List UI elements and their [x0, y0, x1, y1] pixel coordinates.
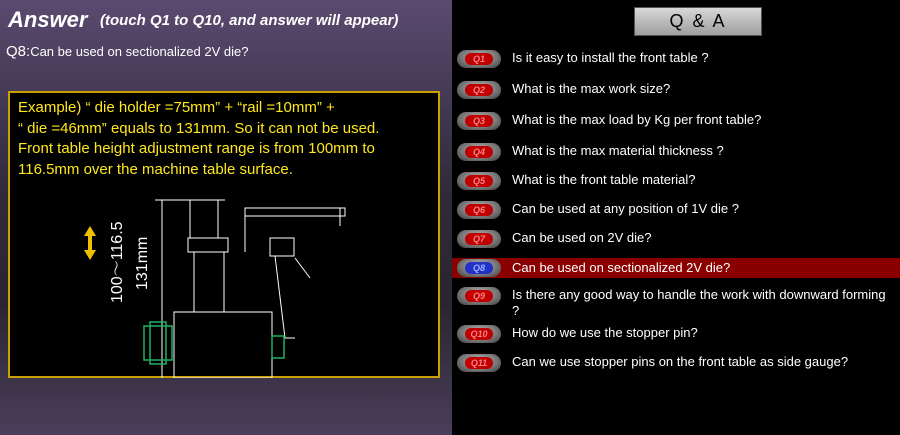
question-text: What is the max load by Kg per front table? — [512, 112, 762, 127]
question-badge-icon[interactable] — [457, 81, 501, 99]
question-text: What is the front table material? — [512, 172, 696, 187]
question-text: Can be used on 2V die? — [512, 230, 652, 245]
question-badge-label: Q1 — [465, 53, 493, 65]
qa-header-button[interactable]: Q & A — [634, 7, 762, 36]
question-item-q10[interactable] — [457, 325, 892, 343]
current-question-text: Can be used on sectionalized 2V die? — [30, 44, 249, 59]
question-badge-label: Q6 — [465, 204, 493, 216]
answer-subtitle: (touch Q1 to Q10, and answer will appear) — [100, 12, 399, 29]
question-badge-label: Q3 — [465, 115, 493, 127]
question-badge-icon[interactable] — [457, 201, 501, 219]
question-badge-label: Q10 — [465, 328, 493, 340]
answer-title: Answer — [8, 7, 88, 32]
question-badge-icon[interactable] — [457, 112, 501, 130]
question-badge-icon[interactable] — [457, 259, 501, 277]
question-item-q1[interactable] — [457, 50, 892, 68]
up-down-arrow-icon — [84, 226, 96, 260]
question-badge-label: Q9 — [465, 290, 493, 302]
current-question-number: Q8: — [6, 43, 31, 60]
question-item-q11[interactable] — [457, 354, 892, 372]
answer-text: Example) “ die holder =75mm” + “rail =10mm” + “ die =46mm” equals to 131mm. So it can not be used. Front table height adjustment range is from 100mm to 116.5mm over the machine table surface. — [18, 99, 380, 178]
question-item-q4[interactable] — [457, 143, 892, 161]
question-badge-icon[interactable] — [457, 172, 501, 190]
range-label: 100～116.5 — [109, 221, 126, 303]
question-badge-label: Q8 — [465, 262, 493, 274]
question-badge-label: Q5 — [465, 175, 493, 187]
question-text: Is it easy to install the front table ? — [512, 50, 709, 65]
question-badge-label: Q7 — [465, 233, 493, 245]
current-question — [6, 43, 248, 60]
question-badge-icon[interactable] — [457, 143, 501, 161]
question-badge-label: Q11 — [465, 357, 493, 369]
question-text: Can be used on sectionalized 2V die? — [512, 260, 731, 275]
question-text: What is the max material thickness ? — [512, 143, 724, 158]
question-item-q7[interactable] — [457, 230, 892, 248]
qa-panel — [452, 0, 900, 435]
height-label: 131mm — [134, 236, 151, 290]
question-badge-icon[interactable] — [457, 325, 501, 343]
question-item-q3[interactable] — [457, 112, 892, 130]
question-badge-icon[interactable] — [457, 287, 501, 305]
question-text: Can be used at any position of 1V die ? — [512, 201, 739, 216]
front-table-diagram — [70, 198, 370, 378]
question-badge-label: Q4 — [465, 146, 493, 158]
answer-box — [8, 91, 440, 378]
question-item-q2[interactable] — [457, 81, 892, 99]
question-text: Is there any good way to handle the work with downward forming ? — [512, 287, 886, 318]
question-badge-icon[interactable] — [457, 50, 501, 68]
question-badge-icon[interactable] — [457, 230, 501, 248]
question-text: What is the max work size? — [512, 81, 671, 96]
question-item-q5[interactable] — [457, 172, 892, 190]
question-item-q9[interactable] — [457, 287, 892, 319]
question-item-q6[interactable] — [457, 201, 892, 219]
question-item-q8[interactable] — [452, 258, 900, 278]
question-badge-icon[interactable] — [457, 354, 501, 372]
question-badge-label: Q2 — [465, 84, 493, 96]
question-text: Can we use stopper pins on the front table as side gauge? — [512, 354, 849, 369]
question-text: How do we use the stopper pin? — [512, 325, 698, 340]
